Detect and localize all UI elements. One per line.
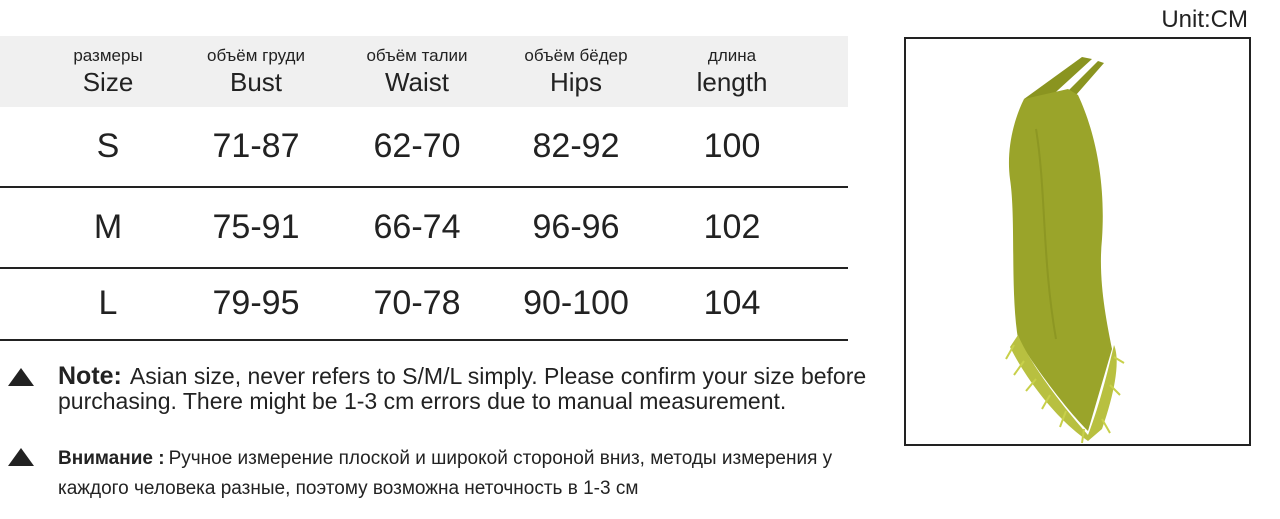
table-row: [0, 267, 848, 341]
cell-hips: 96-96: [532, 208, 620, 246]
note-ru-text: Ручное измерение плоской и широкой стороной вниз, методы измерения у каждого человека разные, поэтому возможна неточность в 1-3 см: [58, 448, 833, 499]
cell-size: M: [93, 208, 123, 246]
cell-length: 104: [703, 283, 761, 322]
product-photo: [904, 37, 1251, 446]
header-bust-en: Bust: [229, 66, 283, 97]
header-size-en: Size: [82, 66, 134, 97]
cell-bust: 79-95: [212, 283, 300, 322]
cell-hips: 82-92: [532, 127, 620, 165]
cell-size: S: [96, 127, 120, 165]
header-bust: [186, 36, 326, 107]
table-row: [0, 188, 848, 269]
triangle-bullet-icon: [8, 368, 34, 386]
table-header: [0, 36, 848, 107]
header-size-ru: размеры: [73, 45, 143, 65]
unit-label: Unit:CM: [1161, 6, 1248, 33]
header-length-en: length: [696, 66, 768, 97]
dress-image: [906, 39, 1249, 444]
header-waist-en: Waist: [384, 66, 450, 97]
cell-waist: 66-74: [373, 208, 461, 246]
header-hips-ru: объём бёдер: [524, 45, 628, 65]
header-length-ru: длина: [707, 45, 757, 65]
header-hips-en: Hips: [549, 66, 602, 97]
size-table: [0, 36, 848, 322]
cell-bust: 71-87: [212, 127, 300, 165]
header-bust-ru: объём груди: [207, 45, 305, 65]
note-label: Note:: [58, 362, 122, 390]
note-text: Asian size, never refers to S/M/L simply. Please confirm your size before purchasing. There might be 1-3 cm errors due to manual measurement.: [58, 363, 867, 414]
cell-bust: 75-91: [212, 208, 300, 246]
cell-size: L: [98, 283, 118, 322]
table-row: [0, 107, 848, 188]
header-hips: [506, 36, 646, 107]
cell-hips: 90-100: [523, 283, 629, 322]
cell-waist: 62-70: [373, 127, 461, 165]
header-size: [38, 36, 178, 107]
cell-length: 100: [703, 127, 761, 165]
header-length: [662, 36, 802, 107]
header-waist-ru: объём талии: [366, 45, 468, 65]
triangle-bullet-icon: [8, 448, 34, 466]
note-ru-label: Внимание :: [58, 448, 165, 469]
cell-length: 102: [703, 208, 761, 246]
header-waist: [347, 36, 487, 107]
cell-waist: 70-78: [373, 283, 461, 322]
note-english: [58, 364, 888, 414]
note-russian: [58, 444, 888, 504]
